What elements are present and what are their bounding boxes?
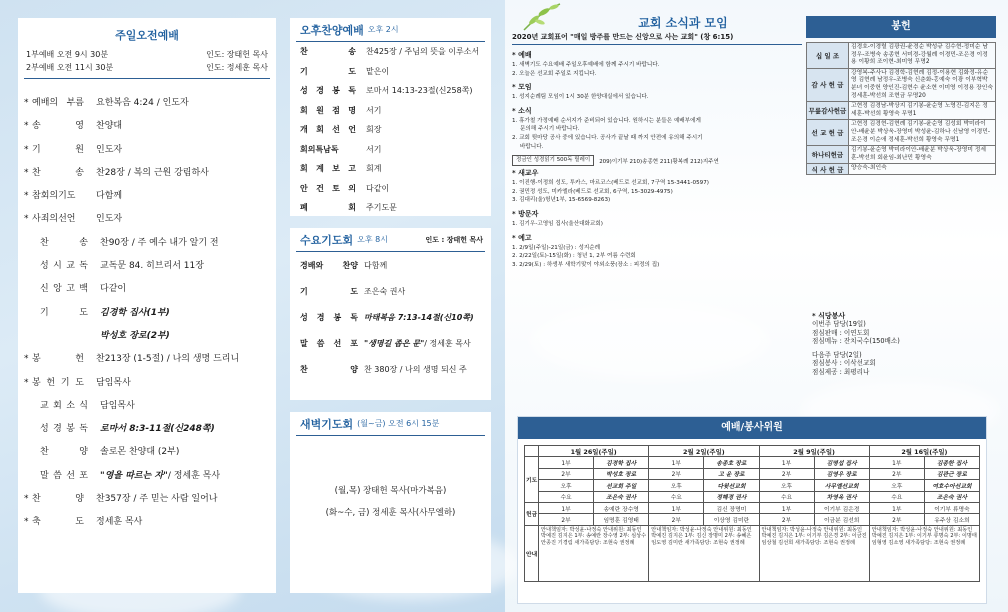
order-label: 찬 송 [32, 167, 84, 178]
order-value: 정세훈 목사 [96, 517, 143, 528]
news-item: 1. 성지순례팀 모임이 1시 30분 한양대실에서 있습니다. [512, 94, 649, 101]
duty-row [525, 468, 980, 479]
duty-cell: 김명섭 집사 [814, 457, 869, 468]
duty-guide-cell: 안내책임자: 박성윤-나정숙 안내위원: 최동인 박예진 김지은 1부: 이기부 류명숙 2부: 이명태 임형영 김소영 새가족담당: 조현숙 권정례 [869, 525, 979, 581]
order-label: 기 도 [300, 66, 356, 76]
order-value: 찬28장 / 복의 근원 강림하사 [96, 167, 209, 178]
duty-cell: 1부 [869, 502, 924, 513]
duty-cell: 1부 [539, 502, 594, 513]
offering-row [807, 146, 996, 164]
duty-side-label: 기도 [525, 457, 539, 503]
kitchen-line: 다음주 담당(2일) [812, 351, 862, 360]
news-item: 1. 김기우-고영임 집사(울산대화교회) [512, 220, 603, 227]
duty-cell: 오후 [539, 480, 594, 491]
service-times [24, 48, 270, 74]
order-row [300, 260, 481, 286]
order-label: 회 계 보 고 [300, 164, 356, 173]
duty-cell: 2부 [539, 468, 594, 479]
order-value: 로마서 14:13-23절(신258쪽) [366, 86, 473, 95]
order-label: 성 경 봉 독 [300, 86, 356, 95]
service-leader: 인도: 장태헌 목사 [206, 50, 268, 59]
panel-title: 새벽기도회 [300, 417, 354, 431]
order-value: 담임목사 [100, 400, 135, 411]
duty-date: 2월 16일(주일) [869, 446, 979, 457]
panel-time: 오후 2시 [367, 25, 399, 34]
panel-leader: 인도 : 장태헌 목사 [425, 235, 483, 244]
order-tail: / 정세훈 목사 [424, 339, 471, 348]
panel-title: 주일오전예배 [115, 29, 179, 42]
duty-cell: 이금분 김선희 [814, 514, 869, 525]
order-row [24, 281, 270, 304]
news-section [512, 50, 802, 78]
news-item: 3. 2/29(토) : 하생부 새학기맞이 야외소풍(장소 : 피정의 집) [512, 261, 660, 268]
order-label: 찬 양 [300, 365, 358, 374]
offering-row [807, 43, 996, 69]
panel-header [296, 18, 485, 42]
service-time: 2부예배 오전 11시 30분 [26, 63, 114, 72]
duty-cell: 다윗선교회 [704, 480, 759, 491]
order-value: 맡은이 [366, 66, 390, 76]
order-row [300, 202, 481, 222]
bible-reading-relay [512, 155, 802, 166]
offering-kind: 하나티헌금 [807, 146, 849, 164]
duty-cell: 수요 [539, 491, 594, 502]
kitchen-line: 점심메뉴 : 잔치국수(150배소) [812, 336, 900, 345]
order-row [300, 144, 481, 164]
order-value: 로마서 8:3-11절(신248쪽) [100, 424, 215, 435]
offering-names: 김경호-이경렬 김광권-윤경순 박성규 김수현-정미순 남정우-조병숙 송종현 서미경-강월례 이경민-조은경 이정용 이황희 조이현-최미영 무명2 [849, 43, 996, 69]
news-item: 1. 이진행-이정희 성도, 투카스, 마르코스(베드로 선교회, 7구역 15-3441-0597) [512, 180, 709, 187]
news-item: 2. 권민정 성도, 미카엘라(베드로 선교회, 6구역, 15-3029-4975) [512, 188, 673, 195]
news-section [512, 82, 802, 102]
order-value: 찬425장 / 주님의 뜻을 이루소서 [366, 47, 480, 56]
duty-cell: 2부 [649, 514, 704, 525]
duty-cell: 1부 [539, 457, 594, 468]
service-leader: 인도: 정세훈 목사 [206, 63, 268, 72]
duty-corner [525, 446, 539, 457]
duty-cell: 1부 [649, 457, 704, 468]
order-row [300, 105, 481, 125]
order-mark: * [24, 98, 29, 108]
duty-cell: 2부 [869, 514, 924, 525]
order-row [24, 305, 270, 328]
order-value: 서기 [366, 105, 382, 115]
panel-time: 오후 8시 [357, 235, 388, 244]
dawn-line: (월,목) 장태헌 목사(마가복음) [334, 486, 447, 496]
order-row [24, 142, 270, 165]
order-value: 조은숙 권사 [364, 287, 406, 296]
order-mark: * [24, 121, 29, 132]
duty-cell: 2부 [539, 514, 594, 525]
news-sections [512, 168, 802, 269]
relay-value: 209)이기부 210)송종현 211)황복례 212)지주연 [599, 158, 719, 165]
order-value: "생명길 좁은 문" [364, 339, 425, 348]
duty-cell: 2부 [649, 468, 704, 479]
duty-date: 2월 2일(주일) [649, 446, 759, 457]
dawn-prayer-panel [290, 412, 491, 593]
order-label: 찬 양 [32, 494, 84, 505]
order-label: 봉 헌 [32, 354, 84, 365]
order-mark: * [24, 354, 29, 365]
news-item: 1. 새벽기도 수요예배 주일오후예배에 함께 주시기 바랍니다. [512, 62, 660, 68]
wednesday-order [300, 260, 481, 390]
order-value: "영을 따르는 자" [100, 470, 168, 481]
duty-side-label: 헌금 [525, 502, 539, 525]
order-value: 찬90장 / 주 예수 내가 알기 전 [100, 237, 219, 248]
offering-panel [806, 16, 996, 175]
duty-cell: 송종호 장로 [704, 457, 759, 468]
order-value: 찬213장 (1-5절) / 나의 생명 드리니 [96, 354, 240, 365]
order-row [24, 235, 270, 258]
news-item: 2. 2/22일(토)-15일(화) : 청년 1, 2부 여름 수련회 [512, 253, 636, 260]
order-value: 교독문 84. 히브리서 11장 [100, 261, 204, 272]
duty-row [525, 491, 980, 502]
duty-cell: 오후 [649, 480, 704, 491]
order-value: 다함께 [364, 261, 388, 270]
news-item: 1. 휴가철 가정예배 순서지가 준비되어 있습니다. 원하시는 분들은 예배부에게 [512, 117, 701, 124]
order-row [24, 211, 270, 234]
order-label: 성 경 봉 독 [300, 313, 358, 322]
duty-cell: 1부 [759, 502, 814, 513]
offering-kind: 식 사 헌 금 [807, 164, 849, 175]
order-value: 솔로몬 찬양대 (2부) [100, 447, 180, 458]
duty-side-label: 안내 [525, 525, 539, 581]
order-row [300, 312, 481, 338]
church-motto: 2020년 교회표어 "매일 방주를 만드는 신앙으로 사는 교회" (창 6:15) [512, 32, 802, 45]
church-news [512, 14, 802, 314]
duty-cell: 김신 장명미 [704, 502, 759, 513]
duty-cell: 조은숙 권사 [594, 491, 649, 502]
order-row [24, 351, 270, 374]
news-section [512, 209, 802, 229]
order-label: 송 영 [32, 121, 84, 132]
order-label: 말 씀 선 포 [300, 339, 358, 348]
news-item: 문의해 주시기 바랍니다. [520, 126, 580, 133]
wednesday-prayer-panel [290, 228, 491, 400]
order-row [24, 188, 270, 211]
offering-names: 강영복-주사나 김경학-김현례 김정-이용현 김화정-유순영 김현례 남정우-조병숙 신춘화-홍예숙 이광 이부혁박분녀 이중헌 양인진-김현수 윤소현 이미영 이정용 장인숙 정세훈-박선희 조현금 무명20 [849, 68, 996, 101]
order-row [300, 364, 481, 390]
order-row [24, 398, 270, 421]
order-value: 다함께 [96, 191, 123, 202]
news-section-head: * 예고 [512, 233, 532, 242]
service-time: 1부예배 오전 9시 30분 [26, 50, 109, 59]
duty-cell: 이기부 김은경 [814, 502, 869, 513]
offering-row [807, 164, 996, 175]
order-value: 다같이 [366, 183, 390, 193]
duty-cell: 선교회 주일 [594, 480, 649, 491]
duty-cell: 수요 [759, 491, 814, 502]
kitchen-line: 이번주 담당(19일) [812, 320, 866, 329]
service-line [24, 61, 270, 74]
order-label: 말 씀 선 포 [40, 470, 88, 481]
order-label: 찬 송 [300, 47, 356, 56]
kitchen-head: * 식당봉사 [812, 312, 846, 320]
order-value: 찬양대 [96, 121, 123, 132]
order-value: 찬 380장 / 나의 생명 되신 주 [364, 365, 467, 374]
offering-names: 고현정 김경남-박상지 김기봉-윤순영 노영진-김지은 정세훈-박선희 황영숙 무명1 [849, 102, 996, 120]
offering-names: 김기봉-윤순영 박미라이안-배윤분 박상욱-장영미 정세훈-박선희 회윤임-최난민 황영숙 [849, 146, 996, 164]
duty-header-row [525, 446, 980, 457]
order-row [24, 468, 270, 491]
relay-label: 정금인 성경읽기 500독 릴레이 [512, 155, 594, 166]
order-mark: * [24, 167, 29, 178]
order-row [24, 444, 270, 467]
order-row [24, 514, 270, 537]
order-row [24, 421, 270, 444]
kitchen-line: 점심봉사 : 이삭선교회 [812, 359, 876, 368]
news-section-head: * 모임 [512, 83, 532, 92]
order-label: 폐 회 [300, 203, 356, 212]
offering-kind: 무릎감사헌금 [807, 102, 849, 120]
duty-row [525, 502, 980, 513]
order-row [300, 183, 481, 203]
afternoon-worship-panel [290, 18, 491, 216]
duty-cell: 2부 [759, 468, 814, 479]
dawn-leaders [300, 480, 481, 524]
duty-cell: 1부 [869, 457, 924, 468]
order-value: 담임목사 [96, 377, 131, 388]
news-item: 3. 김대리(울)헝년1부, 15-6569-8263) [512, 197, 611, 204]
service-line [24, 48, 270, 61]
order-mark: * [24, 214, 29, 225]
duty-cell: 2부 [869, 468, 924, 479]
news-item: 1. 2/9일(주일)-21일(금) : 성지순례 [512, 244, 601, 251]
duty-cell: 유주상 김소희 [924, 514, 979, 525]
offering-names: 고현정 김경현-김현례 김기봉-윤순영 김성회 박미라이안-배윤분 박상욱-장영미 박성윤-김하나 신남영 이경민-조은경 이순애 정세훈-박선희 황영숙 무명1 [849, 120, 996, 146]
order-label: 교 회 소 식 [40, 400, 88, 411]
order-label: 찬 송 [40, 237, 88, 248]
order-label: 회 원 점 명 [300, 105, 356, 115]
order-value: 김경학 집사(1부) [100, 307, 170, 318]
order-label: 축 도 [32, 517, 84, 528]
duty-guide-row [525, 525, 980, 581]
duty-cell: 정혜경 권사 [704, 491, 759, 502]
duty-cell: 고 윤 장로 [704, 468, 759, 479]
duty-title: 예배/봉사위원 [518, 417, 986, 439]
order-value: 박성호 장로(2부) [100, 330, 170, 341]
duty-roster-panel [517, 416, 987, 604]
order-mark: * [24, 377, 29, 388]
order-label: 기 도 [40, 307, 88, 318]
order-value: 인도자 [96, 144, 123, 155]
news-section-head: * 새교우 [512, 169, 539, 178]
order-value: 찬357장 / 주 믿는 사람 일어나 [96, 494, 218, 505]
duty-cell: 수요 [649, 491, 704, 502]
order-row [24, 491, 270, 514]
news-section-head: * 소식 [512, 106, 532, 115]
order-mark: * [24, 494, 29, 505]
offering-table [806, 42, 996, 175]
offering-kind: 감 사 헌 금 [807, 68, 849, 101]
news-title: 교회 소식과 모임 [638, 16, 728, 30]
duty-cell: 오후 [869, 480, 924, 491]
duty-guide-cell: 안내책임자: 박성윤-나정숙 안내위원: 최동인 박예진 김지은 1부: 김신 장명미 2부: 송혜은 임도영 김미란 새가족담당: 조현숙 권정례 [649, 525, 759, 581]
news-section [512, 233, 802, 270]
order-label: 신 앙 고 백 [40, 284, 88, 295]
order-value: 인도자 [96, 214, 123, 225]
afternoon-order [300, 46, 481, 222]
duty-cell: 박성호 장로 [594, 468, 649, 479]
order-row [24, 258, 270, 281]
panel-title: 오후찬양예배 [300, 23, 364, 37]
order-value: 주기도문 [366, 203, 397, 212]
kitchen-service [812, 312, 992, 376]
duty-guide-cell: 안내책임자: 박성윤-나정숙 안내위원: 최동인 박예진 김지은 1부: 이기부 김은경 2부: 이금진 임상철 김선희 새가족담당: 조현숙 권정례 [759, 525, 869, 581]
news-section [512, 106, 802, 151]
order-label: 개 회 선 언 [300, 125, 356, 134]
order-row [300, 124, 481, 144]
order-row [24, 118, 270, 141]
duty-cell: 이상영 김미란 [704, 514, 759, 525]
panel-header [296, 412, 485, 436]
duty-cell: 김영우 장로 [814, 468, 869, 479]
duty-row [525, 480, 980, 491]
order-value: 회장 [366, 125, 382, 134]
duty-cell: 송예란 장수영 [594, 502, 649, 513]
worship-order [24, 95, 270, 538]
order-label: 예배의 부름 [32, 98, 84, 108]
order-row [24, 95, 270, 118]
order-label: 봉 헌 기 도 [32, 377, 84, 388]
offering-names: 양승숙-최인숙 [849, 164, 996, 175]
order-label: 경배와 찬양 [300, 261, 358, 270]
order-label: 사죄의선언 [32, 214, 76, 225]
duty-cell: 김관근 장로 [924, 468, 979, 479]
order-value: 요한복음 4:24 / 인도자 [96, 98, 189, 108]
duty-guide-cell: 안내책임자: 박성윤-나정숙 안내위원: 최동인 박예진 김지은 1부: 송예란 장수영 2부: 심상수 안종진 기경림 새가족담당: 조현숙 권정례 [539, 525, 649, 581]
news-item: 2. 교회 뒷마당 공사 중에 있습니다. 공사가 끝날 때 까지 안전에 유의해 주시기 [512, 134, 703, 141]
order-row [24, 165, 270, 188]
news-sections [512, 50, 802, 151]
order-label: 안 건 토 의 [300, 183, 356, 193]
duty-row [525, 514, 980, 525]
duty-cell: 차영옥 권사 [814, 491, 869, 502]
order-value: 다같이 [100, 284, 127, 295]
order-value: 마태복음 7:13-14절(신10쪽) [364, 313, 474, 322]
news-section [512, 168, 802, 205]
offering-title: 봉헌 [806, 16, 996, 38]
duty-cell: 사무엘선교회 [814, 480, 869, 491]
duty-table [524, 445, 980, 582]
order-value: 회계 [366, 164, 382, 173]
duty-cell: 2부 [759, 514, 814, 525]
kitchen-line: 점심판매 : 이연도회 [812, 328, 870, 337]
duty-cell: 김경학 집사 [594, 457, 649, 468]
duty-cell: 여호수아선교회 [924, 480, 979, 491]
order-mark: * [24, 144, 29, 155]
duty-cell: 1부 [759, 457, 814, 468]
order-mark: * [24, 191, 29, 202]
offering-kind: 십 일 조 [807, 43, 849, 69]
duty-date: 2월 9일(주일) [759, 446, 869, 457]
order-row [300, 85, 481, 105]
duty-cell: 이기부 류명숙 [924, 502, 979, 513]
news-item: 2. 오늘은 선교회 주일로 지킵니다. [512, 70, 597, 77]
order-value: 서기 [366, 144, 382, 154]
order-mark: * [24, 517, 29, 528]
duty-row [525, 457, 980, 468]
panel-title: 수요기도회 [300, 233, 354, 247]
duty-date: 1월 26일(주일) [539, 446, 649, 457]
duty-cell: 조은숙 권사 [924, 491, 979, 502]
news-item: 바랍니다. [520, 143, 544, 150]
duty-cell: 오후 [759, 480, 814, 491]
order-row [24, 375, 270, 398]
sunday-morning-panel [18, 18, 276, 593]
duty-cell: 임명훈 김영태 [594, 514, 649, 525]
offering-kind: 선 교 헌 금 [807, 120, 849, 146]
order-label: 성 경 봉 독 [40, 424, 88, 435]
kitchen-line: 점심제공 : 최평리나 [812, 367, 870, 376]
panel-time: (월~금) 오전 6시 15분 [357, 419, 440, 428]
order-row [300, 46, 481, 66]
order-row [300, 163, 481, 183]
order-label: 성 시 교 독 [40, 261, 88, 272]
offering-row [807, 68, 996, 101]
duty-cell: 1부 [649, 502, 704, 513]
divider [24, 78, 270, 79]
news-section-head: * 예배 [512, 51, 532, 59]
news-section-head: * 방문자 [512, 209, 539, 218]
order-label: 참회의기도 [32, 191, 76, 202]
order-label: 찬 양 [40, 447, 88, 458]
order-tail: / 정세훈 목사 [167, 470, 221, 481]
duty-cell: 김종한 집사 [924, 457, 979, 468]
order-label: 기 원 [32, 144, 84, 155]
panel-header [296, 228, 485, 252]
offering-row [807, 120, 996, 146]
order-row [300, 66, 481, 86]
order-row [24, 328, 270, 351]
dawn-line: (화~수, 금) 정세훈 목사(사무엘하) [325, 508, 456, 518]
order-row [300, 286, 481, 312]
offering-row [807, 102, 996, 120]
order-label: 기 도 [300, 287, 358, 296]
duty-cell: 수요 [869, 491, 924, 502]
order-label: 회의특남독 [300, 144, 339, 154]
order-row [300, 338, 481, 364]
